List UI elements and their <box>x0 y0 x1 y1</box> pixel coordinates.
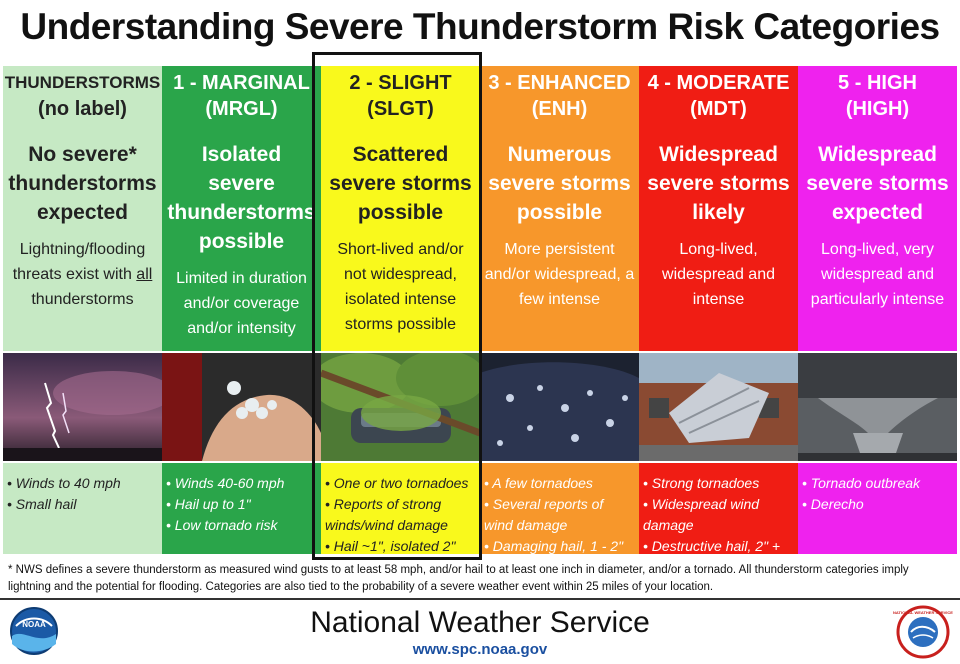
damaged-roof-building-photo <box>639 353 798 461</box>
emphasis-all: all <box>136 266 153 283</box>
category-label: 4 - MODERATE <box>647 72 790 94</box>
category-headline: No severe* thunderstorms expected <box>8 143 157 224</box>
website-link[interactable]: www.spc.noaa.gov <box>412 641 548 658</box>
hailstones-in-hand-photo <box>162 353 321 461</box>
category-headline: Isolated severe thunderstorms possible <box>167 143 316 253</box>
category-bullets <box>639 463 798 554</box>
category-enhanced <box>480 66 639 554</box>
bullet-item: • Destructive hail, 2" + <box>643 536 794 557</box>
category-moderate <box>639 66 798 554</box>
category-headline: Widespread severe storms likely <box>647 143 790 224</box>
tornado-photo <box>798 353 957 461</box>
category-thunderstorms <box>3 66 162 554</box>
category-label: 5 - HIGH <box>838 72 917 94</box>
bullet-item: • Strong tornadoes <box>643 473 794 494</box>
category-description: Lightning/flooding threats exist with all thunderstorms <box>12 241 153 308</box>
bullet-item: • Derecho <box>802 494 953 515</box>
category-bullets <box>3 463 162 554</box>
category-bullets <box>798 463 957 554</box>
lightning-storm-photo <box>3 353 162 461</box>
nws-logo <box>893 605 953 664</box>
bullet-item: • Damaging hail, 1 - 2" <box>484 536 635 557</box>
footnote: * NWS defines a severe thunderstorm as measured wind gusts to at least 58 mph, and/or hail to at least one inch in diameter, and/or a tornado. All thunderstorm categories imply lightning and the potential for flooding. Categories are also tied to the probability of a severe weather event within 25 miles of your location. <box>8 564 909 593</box>
nws-logo-text: NATIONAL WEATHER SERVICE <box>893 610 953 615</box>
category-header <box>639 66 798 351</box>
category-description: More persistent and/or widespread, a few intense <box>484 241 635 308</box>
category-abbr: (MRGL) <box>205 98 278 120</box>
category-headline: Scattered severe storms possible <box>329 143 472 224</box>
bullet-item: • Hail up to 1" <box>166 494 317 515</box>
category-abbr: (no label) <box>38 98 127 120</box>
category-abbr: (MDT) <box>690 98 747 120</box>
noaa-logo-text: NOAA <box>22 620 46 629</box>
bullet-item: • A few tornadoes <box>484 473 635 494</box>
category-header <box>798 66 957 351</box>
category-abbr: (HIGH) <box>845 98 910 120</box>
category-description: Long-lived, widespread and intense <box>662 241 775 308</box>
category-headline: Widespread severe storms expected <box>806 143 949 224</box>
category-description: Short-lived and/or not widespread, isolated intense storms possible <box>337 241 464 333</box>
category-headline: Numerous severe storms possible <box>488 143 631 224</box>
bullet-item: • Tornado outbreak <box>802 473 953 494</box>
category-bullets <box>162 463 321 554</box>
bullet-item: • Low tornado risk <box>166 515 317 536</box>
bullet-item: • One or two tornadoes <box>325 473 476 494</box>
category-header <box>3 66 162 351</box>
bullet-item: • Winds 40-60 mph <box>166 473 317 494</box>
category-description: Limited in duration and/or coverage and/or intensity <box>176 270 307 337</box>
bullet-item: • Widespread wind damage <box>643 494 794 536</box>
category-abbr: (ENH) <box>531 98 588 120</box>
bullet-item: • Small hail <box>7 494 158 515</box>
category-marginal <box>162 66 321 554</box>
category-label: THUNDERSTORMS <box>4 73 161 92</box>
slight-highlight-box <box>312 52 482 560</box>
category-header <box>480 66 639 351</box>
category-bullets <box>480 463 639 554</box>
category-label: 1 - MARGINAL <box>173 72 310 94</box>
page-title: Understanding Severe Thunderstorm Risk Categories <box>20 6 940 47</box>
divider <box>0 598 960 600</box>
bullet-item: • Hail ~1", isolated 2" <box>325 536 476 557</box>
category-header <box>162 66 321 351</box>
category-abbr: (SLGT) <box>367 98 434 120</box>
category-description: Long-lived, very widespread and particularly intense <box>810 241 945 308</box>
category-label: 3 - ENHANCED <box>488 72 631 94</box>
bullet-item: • Winds to 40 mph <box>7 473 158 494</box>
hail-damaged-car-photo <box>480 353 639 461</box>
category-high <box>798 66 957 554</box>
bullet-item: • Reports of strong winds/wind damage <box>325 494 476 536</box>
bullet-item: • Several reports of wind damage <box>484 494 635 536</box>
organization-name: National Weather Service <box>310 606 650 639</box>
category-label: 2 - SLIGHT <box>349 72 452 94</box>
